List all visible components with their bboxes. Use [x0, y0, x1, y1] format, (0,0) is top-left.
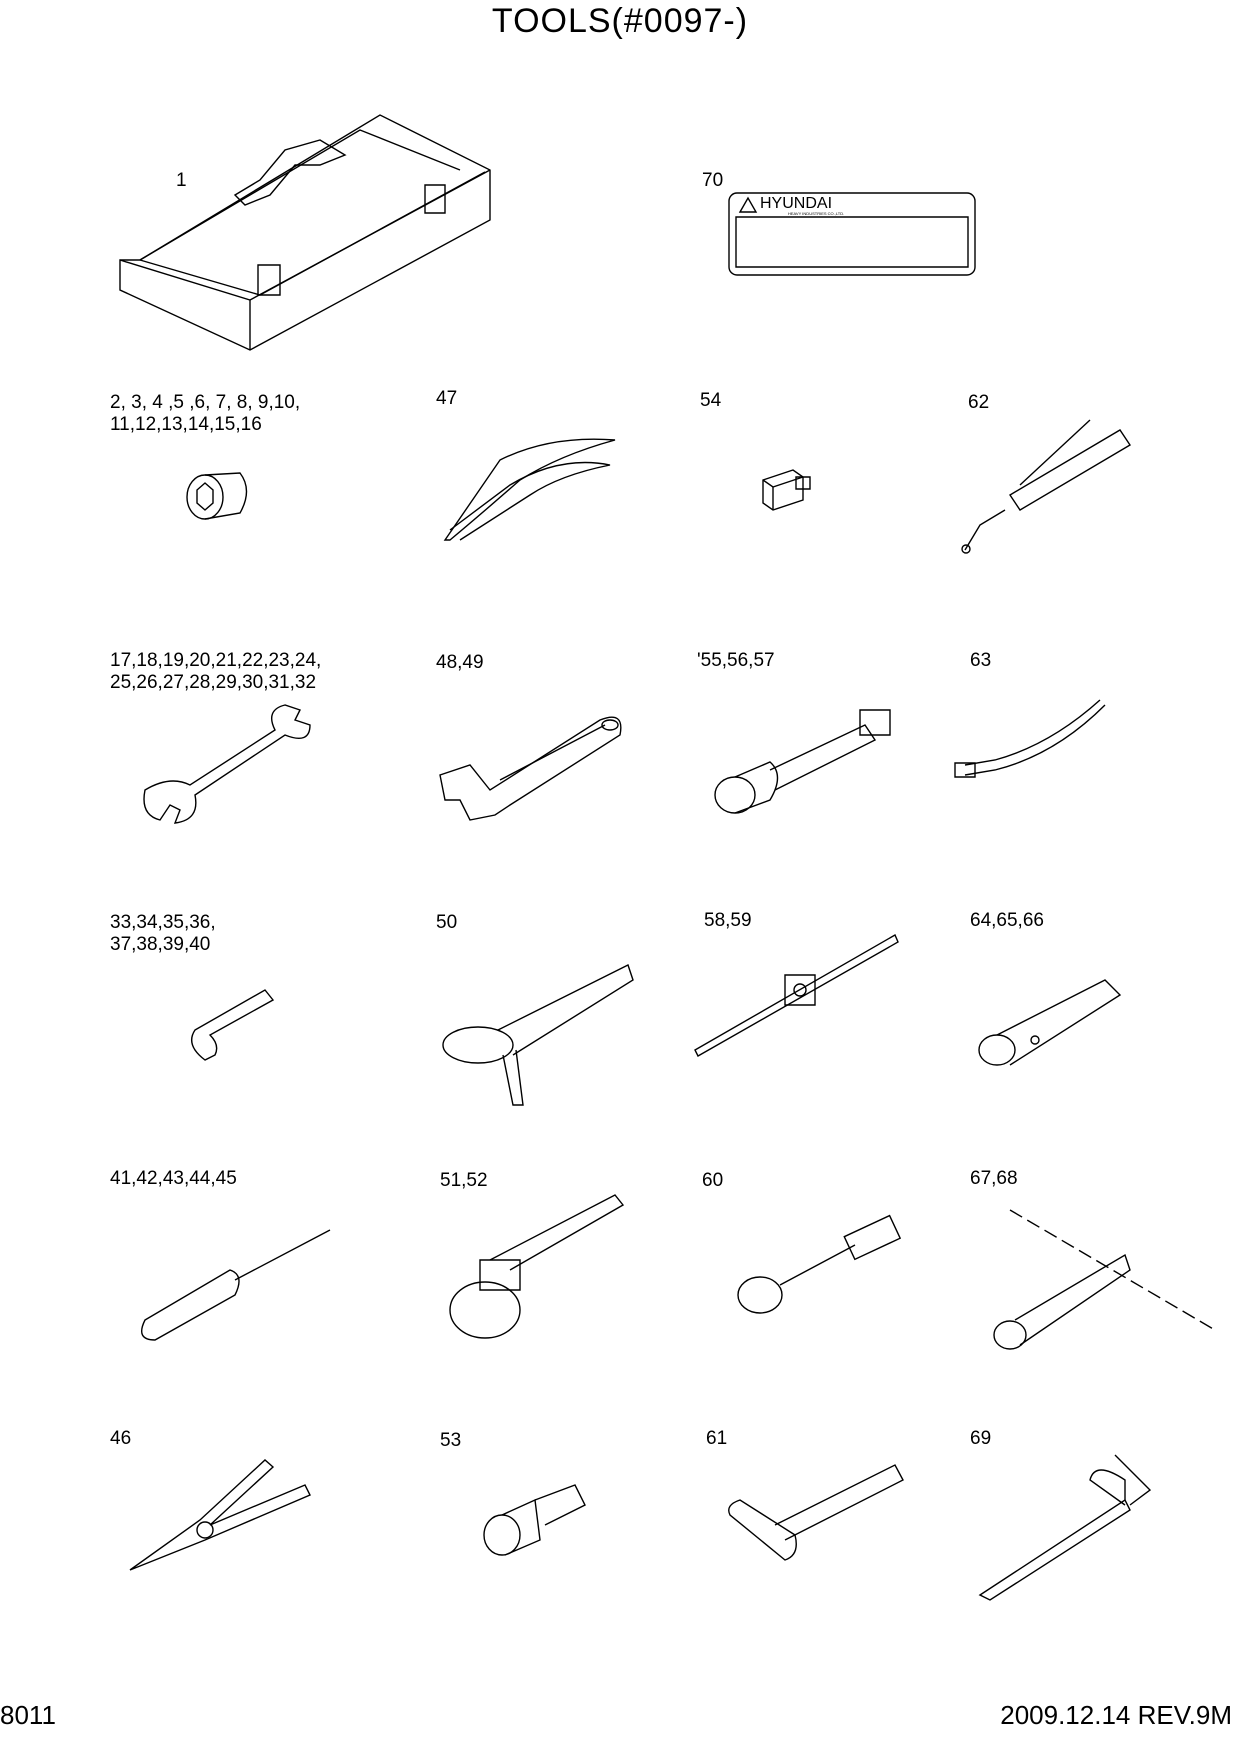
plate-subtitle: HEAVY INDUSTRIES CO.,LTD. — [788, 211, 845, 216]
extension-bar-illustration — [710, 700, 910, 820]
screwdriver-illustration — [135, 1225, 335, 1345]
strap-wrench-illustration — [438, 960, 638, 1110]
universal-joint-illustration — [480, 1475, 590, 1565]
item-label-51-52: 51,52 — [440, 1170, 488, 1191]
item-label-48-49: 48,49 — [436, 652, 484, 673]
item-label-41-45: 41,42,43,44,45 — [110, 1168, 237, 1189]
l-wrench-illustration — [975, 1450, 1165, 1600]
toolbox-illustration — [120, 110, 490, 350]
grease-gun-illustration — [960, 415, 1140, 555]
item-label-64-66: 64,65,66 — [970, 910, 1044, 931]
item-label-70: 70 — [702, 170, 724, 191]
filter-wrench-illustration — [445, 1190, 625, 1350]
item-label-69: 69 — [970, 1428, 992, 1449]
item-label-62: 62 — [968, 392, 990, 413]
hose-illustration — [955, 695, 1115, 785]
item-label-67-68: 67,68 — [970, 1168, 1018, 1189]
item-label-63: 63 — [970, 650, 992, 671]
item-label-58-59: 58,59 — [704, 910, 752, 931]
item-label-55-57: '55,56,57 — [697, 650, 775, 671]
item-label-61: 61 — [706, 1428, 728, 1449]
revision-date: 2009.12.14 REV.9M — [1000, 1700, 1232, 1730]
item-label-54: 54 — [700, 390, 722, 411]
item-label-socket: 2, 3, 4 ,5 ,6, 7, 8, 9,10, 11,12,13,14,15,16 — [110, 392, 301, 435]
item-label-47: 47 — [436, 388, 458, 409]
needle-nose-pliers-illustration — [125, 1455, 315, 1575]
item-label-46: 46 — [110, 1428, 132, 1449]
hex-key-illustration — [185, 985, 285, 1065]
item-label-hex-key: 33,34,35,36, 37,38,39,40 — [110, 912, 216, 955]
item-label-wrench: 17,18,19,20,21,22,23,24, 25,26,27,28,29,30,31,32 — [110, 650, 322, 693]
t-bar-spanner-illustration — [990, 1210, 1220, 1360]
item-label-1: 1 — [176, 170, 187, 191]
socket-illustration — [185, 465, 255, 525]
hammer-illustration — [725, 1460, 905, 1570]
item-label-50: 50 — [436, 912, 458, 933]
item-label-53: 53 — [440, 1430, 462, 1451]
adjustable-wrench-illustration — [430, 705, 630, 825]
pliers-clamp-illustration — [440, 425, 620, 545]
nameplate-illustration — [728, 192, 976, 276]
plate-brand: HYUNDAI — [760, 195, 833, 212]
t-handle-illustration — [690, 930, 900, 1060]
spanner-illustration — [135, 705, 315, 825]
page-number: 8011 — [0, 1700, 56, 1730]
box-spanner-illustration — [975, 975, 1125, 1075]
item-label-60: 60 — [702, 1170, 724, 1191]
ratchet-handle-illustration — [735, 1220, 905, 1320]
adapter-illustration — [758, 465, 818, 515]
page-title: TOOLS(#0097-) — [491, 2, 749, 40]
